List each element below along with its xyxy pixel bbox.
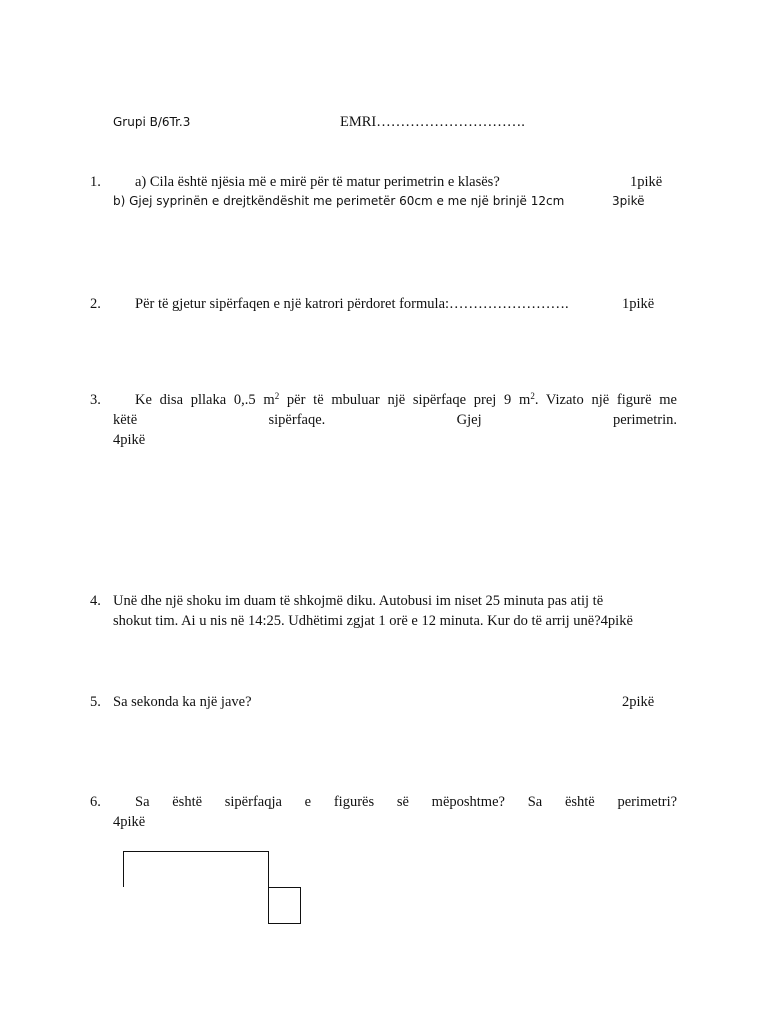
question-5-number: 5. <box>90 694 101 710</box>
figure-right-edge <box>268 851 269 924</box>
question-2-number: 2. <box>90 296 101 312</box>
question-6-points: 4pikë <box>113 814 146 830</box>
figure-step-top <box>268 887 301 888</box>
question-3-text-c: . Vizato një figurë me <box>534 392 677 408</box>
question-3-line-2 <box>113 412 677 429</box>
question-6-word: perimetri? <box>617 794 678 810</box>
figure-step-bottom <box>268 923 301 924</box>
question-6-word: është <box>564 794 595 810</box>
question-6-number: 6. <box>90 794 101 810</box>
question-3-word: perimetrin. <box>612 412 677 428</box>
question-6-line-1 <box>113 794 677 811</box>
question-6-word: e <box>304 794 312 810</box>
question-6-word: së <box>396 794 409 810</box>
question-5-text: Sa sekonda ka një jave? <box>113 694 252 710</box>
question-3-number: 3. <box>90 392 101 408</box>
question-1-number: 1. <box>90 174 101 190</box>
question-3-text-a: Ke disa pllaka 0,.5 m <box>135 392 275 408</box>
question-3-word: Gjej <box>456 412 482 428</box>
figure-left-edge <box>123 851 124 887</box>
figure-step-right <box>300 887 301 924</box>
question-2-points: 1pikë <box>622 296 655 312</box>
question-1a-text: a) Cila është njësia më e mirë për të matur perimetrin e klasës? <box>135 174 500 190</box>
question-1b-text: b) Gjej syprinën e drejtkëndëshit me perimetër 60cm e me një brinjë 12cm <box>113 194 565 208</box>
question-3-text-b: për të mbuluar një sipërfaqe prej 9 m <box>279 392 531 408</box>
squared-superscript-2: 2 <box>530 391 535 401</box>
question-6-word: Sa <box>527 794 543 810</box>
question-3-word: këtë <box>113 412 138 428</box>
group-label: Grupi B/6Tr.3 <box>113 115 191 129</box>
question-4-number: 4. <box>90 593 101 609</box>
name-field-label: EMRI…………………………. <box>340 114 525 130</box>
question-4-line-2: shokut tim. Ai u nis në 14:25. Udhëtimi zgjat 1 orë e 12 minuta. Kur do të arrij unë?4pikë <box>113 613 633 629</box>
figure-top-edge <box>123 851 269 852</box>
question-3-line-1 <box>113 392 677 409</box>
question-6-word: sipërfaqja <box>224 794 282 810</box>
question-3-points: 4pikë <box>113 432 146 448</box>
question-6-word: është <box>172 794 203 810</box>
question-4-line-1: Unë dhe një shoku im duam të shkojmë diku. Autobusi im niset 25 minuta pas atij të <box>113 593 604 609</box>
question-1b-points: 3pikë <box>612 194 645 208</box>
squared-superscript-1: 2 <box>274 391 280 401</box>
question-5-points: 2pikë <box>622 694 655 710</box>
question-1a-points: 1pikë <box>630 174 663 190</box>
question-6-word: mëposhtme? <box>431 794 505 810</box>
question-3-word: sipërfaqe. <box>268 412 326 428</box>
question-6-word: Sa <box>135 794 150 810</box>
question-2-text: Për të gjetur sipërfaqen e një katrori përdoret formula:……………………. <box>135 296 569 312</box>
question-6-word: figurës <box>333 794 375 810</box>
